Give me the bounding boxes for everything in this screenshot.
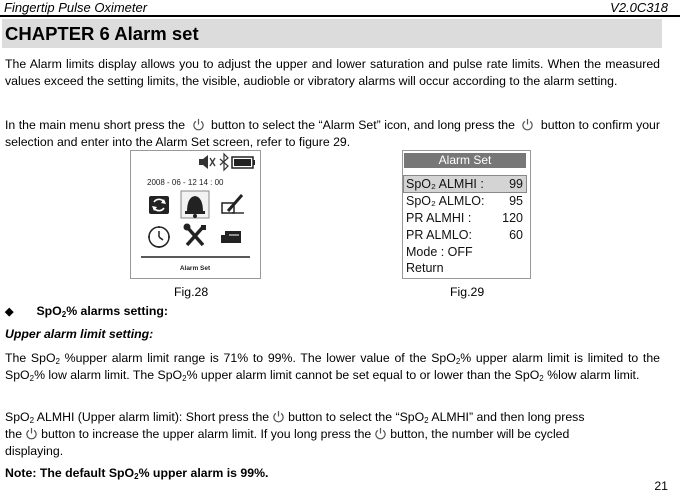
instr-text-c: button to confirm your selection and enter into the Alarm Set screen, refer to figure 29. [5,118,660,149]
almhi-text: the [5,427,23,441]
menu-label: Alarm Set [179,265,211,272]
instr-text-b: button to select the “Alarm Set” icon, and long press the [211,118,515,132]
device-icon [221,231,241,243]
range-text: % low alarm limit. The SpO [34,368,183,382]
alarm-row-label: PR ALMLO: [406,228,472,242]
note-sub: 2 [134,472,139,481]
default-note [5,465,660,482]
alarm-return-row [404,260,526,276]
alarm-row-label: PR ALMHI : [406,211,472,225]
alarm-mode-row [404,244,526,260]
bluetooth-icon [220,154,228,170]
almhi-sub: 2 [29,416,35,425]
almhi-text: ALMHI” and then long press [428,410,585,424]
alarm-row [404,193,526,209]
chapter-title: CHAPTER 6 Alarm set [5,23,199,44]
bell-icon [181,191,209,218]
note-text: Note: The default SpO [5,466,135,480]
alarm-screen-title: Alarm Set [404,153,526,168]
tools-icon [184,224,207,246]
power-icon [272,410,285,423]
alarm-row-value: 99 [509,177,523,191]
range-sub: 2 [55,357,60,366]
mute-icon [199,155,215,169]
range-sub: 2 [182,374,187,383]
almhi-text: ALMHI (Upper alarm limit): Short press the [34,410,270,424]
range-paragraph [5,350,660,384]
almhi-text: button to increase the upper alarm limit. If you long press the [41,427,372,441]
almhi-sub: 2 [424,416,429,425]
range-text: The SpO [5,351,56,365]
upper-limit-heading: Upper alarm limit setting: [5,327,154,341]
intro-paragraph: The Alarm limits display allows you to adjust the upper and lower saturation and pulse rate limits. When the measured values exceed the setting limits, the visible, audioble or vibratory alarms will occur according to the alarm setting. [5,57,660,88]
heading-sub: 2 [61,310,67,319]
alarm-row [404,210,526,226]
instr-text-a: In the main menu short press the [5,118,186,132]
header-rule [0,15,680,17]
range-text: % upper alarm limit cannot be set equal to or lower than the SpO [186,368,540,382]
alarms-setting-heading [5,303,660,321]
alarm-row-value: 60 [509,228,523,242]
clock-icon [148,226,170,248]
power-icon [374,427,387,440]
rotate-icon [149,196,169,214]
alarm-row-value: 95 [509,194,523,208]
power-icon [25,427,38,440]
alarm-return: Return [406,261,444,275]
almhi-text: button, the number will be cycled [390,427,570,441]
range-text: % upper alarm limit is limited to the SpO [5,351,660,382]
alarm-row-value: 120 [502,211,523,225]
alarm-row-label: SpO₂ ALMLO: [406,194,485,208]
menu-datetime: 2008 - 06 - 12 14 : 00 [147,178,224,187]
range-sub: 2 [539,374,544,383]
instruction-paragraph [5,117,660,151]
note-text: % upper alarm is 99%. [138,466,269,480]
figure-29-alarm-screen [402,150,531,279]
battery-icon [232,157,255,168]
figure-28-menu-screen [130,150,261,279]
heading-text-post: % alarms setting: [66,304,169,318]
almhi-text: SpO [5,410,30,424]
chapter-banner [2,19,662,48]
range-sub: 2 [29,374,35,383]
page-number: 21 [654,479,668,493]
figure-28-caption: Fig.28 [174,285,209,299]
almhi-text: displaying. [5,444,64,458]
almhi-text: button to select the “SpO [288,410,425,424]
alarm-row-label: SpO₂ ALMHI : [406,177,484,191]
power-icon [521,118,534,131]
page-header [4,0,668,15]
header-title: Fingertip Pulse Oximeter [4,0,148,15]
power-icon [192,118,205,131]
range-sub: 2 [455,357,461,366]
range-text: %upper alarm limit range is 71% to 99%. The lower value of the SpO [59,351,456,365]
pen-icon [222,195,244,213]
almhi-paragraph [5,409,660,460]
menu-screen-drawing [131,151,260,278]
alarm-row [404,227,526,243]
diamond-bullet-icon: ◆ [5,306,14,318]
alarm-mode: Mode : OFF [406,245,473,259]
header-version: V2.0C318 [610,0,668,15]
figure-29-caption: Fig.29 [450,285,485,299]
alarm-row-selected [404,176,526,192]
heading-text: SpO [36,304,62,318]
range-text: %low alarm limit. [543,368,640,382]
